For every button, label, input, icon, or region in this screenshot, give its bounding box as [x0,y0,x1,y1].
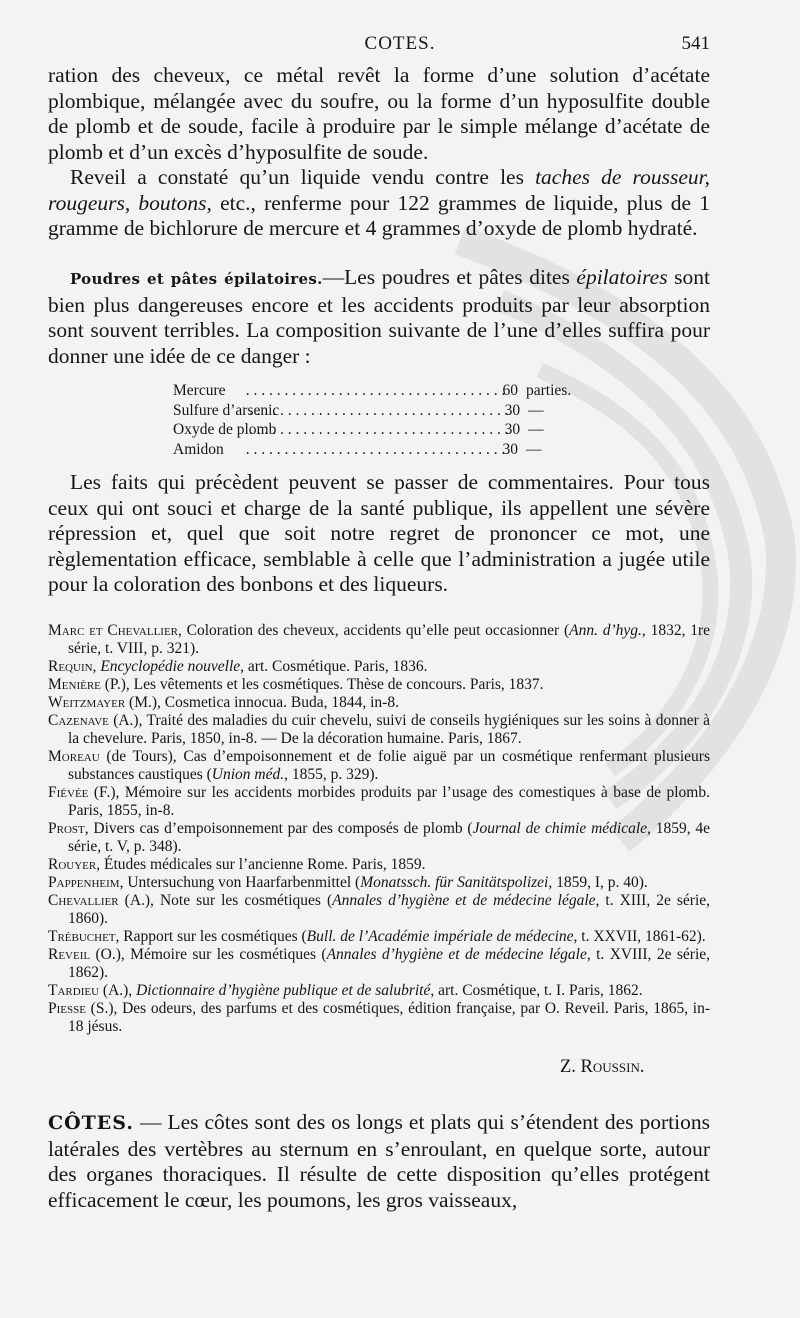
reference-item: Requin, Encyclopédie nouvelle, art. Cosmétique. Paris, 1836. [48,658,428,675]
cotes-text: CÔTES. — Les côtes sont des os longs et plats qui s’étendent des portions latérales des vertèbres au sternum en s’enroulant, en quelque sorte, autour des organes thoraciques. Il résulte de cette disposition qu’elles protégent efficacement le cœur, les poumons, les gros vaisseaux, [48,1110,710,1212]
paragraph-reveil [48,165,710,242]
running-title: COTES. [364,33,436,54]
author-signature: Z. Roussin. [560,1057,645,1077]
reference-item: Prost, Divers cas d’empoisonnement par des composés de plomb (Journal de chimie médicale, 1859, 4e série, t. V, p. 348). [48,820,710,855]
bibliography [48,622,710,1036]
paragraph-conclusion [48,470,710,598]
reveil-italic: taches de rousseur, rougeurs, boutons, [48,165,710,215]
reference-item: Moreau (de Tours), Cas d’empoisonnement et de folie aiguë par un cosmétique renfermant plusieurs substances caustiques (Union méd., 1855, p. 329). [48,748,710,783]
intro-text: ration des cheveux, ce métal revêt la forme d’une solution d’acétate plombique, mélangée avec du soufre, ou la forme d’un hyposulfite double de plomb et de soude, facile à produire par le simple mélange d’acétate de plomb et d’un excès d’hyposulfite de soude. [48,63,710,164]
reference-item: Trébuchet, Rapport sur les cosmétiques (Bull. de l’Académie impériale de médecine, t. XXVII, 1861-62). [48,928,706,945]
reference-item: Tardieu (A.), Dictionnaire d’hygiène publique et de salubrité, art. Cosmétique, t. I. Paris, 1862. [48,982,643,999]
reference-item: Fiévée (F.), Mémoire sur les accidents morbides produits par l’usage des comestiques à base de plomb. Paris, 1855, in-8. [48,784,710,819]
reference-item: Pappenheim, Untersuchung von Haarfarbenmittel (Monatssch. für Sanitätspolizei, 1859, I, p. 40). [48,874,648,891]
page-number: 541 [681,33,710,54]
composition-row: Oxyde de plomb . . . . . . . . . . . . . . . . . . . . . . . . . . . . . . . . . . 30 — [173,421,544,438]
reference-item: Piesse (S.), Des odeurs, des parfums et des cosmétiques, édition française, par O. Reveil. Paris, 1865, in-18 jésus. [48,1000,710,1035]
reference-item: Menière (P.), Les vêtements et les cosmétiques. Thèse de concours. Paris, 1837. [48,676,544,693]
poudres-text: Poudres et pâtes épilatoires.—Les poudres et pâtes dites épilatoires sont bien plus dangereuses encore et les accidents produits par leur absorption sont souvent terribles. La composition suivante de l’une d’elles suffira pour donner une idée de ce danger : [48,265,710,368]
composition-row: Sulfure d’arsenic . . . . . . . . . . . . . . . . . . . . . . . . . . . . . . . . . . 30 — [173,401,544,419]
reference-item: Rouyer, Études médicales sur l’ancienne Rome. Paris, 1859. [48,856,426,873]
reveil-text: Reveil a constaté qu’un liquide vendu contre les taches de rousseur, rougeurs, boutons, etc., renferme pour 122 grammes de liquide, plus de 1 gramme de bichlorure de mercure et 4 grammes d’oxyde de plomb hydraté. [48,165,711,240]
section-heading-poudres: Poudres et pâtes épilatoires. [70,270,323,288]
reference-item: Reveil (O.), Mémoire sur les cosmétiques (Annales d’hygiène et de médecine légale, t. XVIII, 2e série, 1862). [48,946,711,981]
paragraph-poudres [48,265,710,369]
composition-row: Mercure . . . . . . . . . . . . . . . . . . . . . . . . . . . . . . . . . . 60 parties. [173,382,572,399]
reference-item: Weitzmayer (M.), Cosmetica innocua. Buda, 1844, in-8. [48,694,399,711]
conclusion-text: Les faits qui précèdent peuvent se passer de commentaires. Pour tous ceux qui ont souci et charge de la santé publique, ils appellent une sévère répression et, quel que soit notre regret de prononcer ce mot, une règlementation efficace, semblable à celle que l’administration a jugée utile pour la coloration des bonbons et des liqueurs. [48,470,710,596]
composition-row: Amidon . . . . . . . . . . . . . . . . . . . . . . . . . . . . . . . . . . 30 — [173,440,542,458]
paragraph-cotes [48,1110,710,1213]
paragraph-intro [48,63,710,165]
reference-item: Chevallier (A.), Note sur les cosmétiques (Annales d’hygiène et de médecine légale, t. XIII, 2e série, 1860). [48,892,711,927]
composition-table [173,381,593,459]
reference-item: Marc et Chevallier, Coloration des cheveux, accidents qu’elle peut occasionner (Ann. d’hyg., 1832, 1re série, t. VIII, p. 321). [48,622,711,657]
running-header [0,33,800,57]
section-heading-cotes: CÔTES. [48,1112,134,1134]
reference-item: Cazenave (A.), Traité des maladies du cuir chevelu, suivi de conseils hygiéniques sur les soins à donner à la chevelure. Paris, 1850, in-8. — De la décoration humaine. Paris, 1867. [48,712,710,747]
